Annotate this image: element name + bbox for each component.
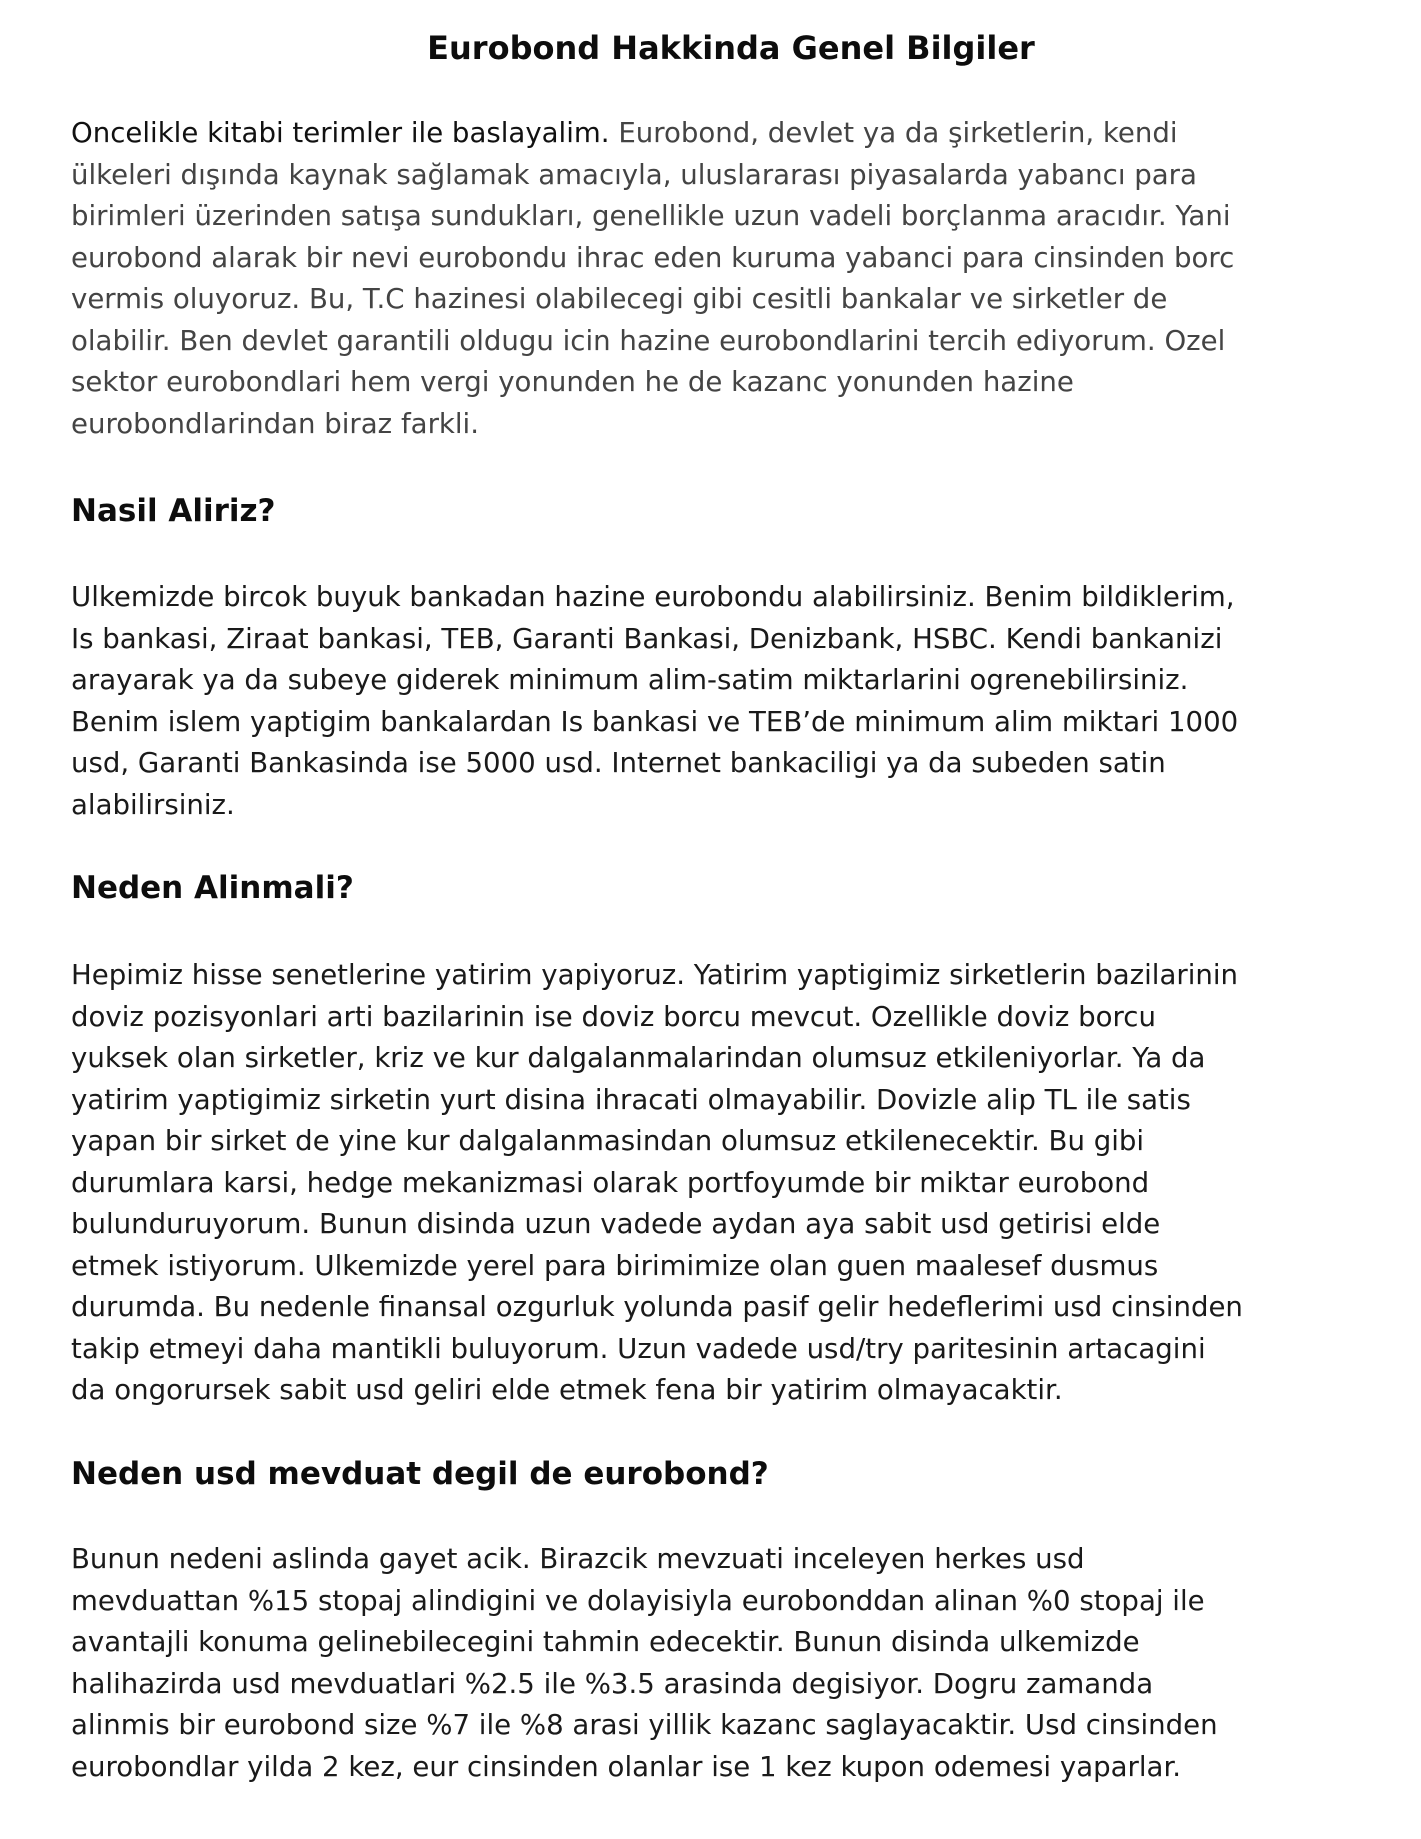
intro-line: olabilir. Ben devlet garantili oldugu icin hazine eurobondlarini tercih ediyorum. Ozel xyxy=(71,323,1226,357)
document-title: Eurobond Hakkinda Genel Bilgiler xyxy=(427,29,1035,67)
paragraph-line: etmek istiyorum. Ulkemizde yerel para birimimize olan guen maalesef dusmus xyxy=(71,1248,1159,1282)
intro-line: ülkeleri dışında kaynak sağlamak amacıyla, uluslararası piyasalarda yabancı para xyxy=(71,157,1197,191)
paragraph-line: bulunduruyorum. Bunun disinda uzun vadede aydan aya sabit usd getirisi elde xyxy=(71,1207,1161,1240)
paragraph-line: mevduattan %15 stopaj alindigini ve dolayisiyla eurobonddan alinan %0 stopaj ile xyxy=(71,1583,1205,1617)
section-heading: Nasil Aliriz? xyxy=(71,493,276,529)
paragraph-line: alabilirsiniz. xyxy=(71,787,235,821)
paragraph-line: durumlara karsi, hedge mekanizmasi olarak portfoyumde bir miktar eurobond xyxy=(71,1165,1150,1199)
paragraph-line: Benim islem yaptigim bankalardan Is bankasi ve TEB’de minimum alim miktari 1000 xyxy=(71,704,1239,738)
paragraph-line: eurobondlar yilda 2 kez, eur cinsinden olanlar ise 1 kez kupon odemesi yaparlar. xyxy=(71,1749,1182,1783)
intro-line: vermis oluyoruz. Bu, T.C hazinesi olabilecegi gibi cesitli bankalar ve sirketler de xyxy=(71,282,1168,315)
intro-line: sektor eurobondlari hem vergi yonunden he de kazanc yonunden hazine xyxy=(71,365,1074,398)
paragraph-line: yatirim yaptigimiz sirketin yurt disina ihracati olmayabilir. Dovizle alip TL ile satis xyxy=(71,1082,1191,1116)
paragraph-line: takip etmeyi daha mantikli buluyorum. Uzun vadede usd/try paritesinin artacagini xyxy=(71,1331,1206,1365)
paragraph-line: avantajli konuma gelinebilecegini tahmin edecektir. Bunun disinda ulkemizde xyxy=(71,1625,1140,1658)
section-paragraph xyxy=(71,576,1401,825)
intro-line: eurobondlarindan biraz farkli. xyxy=(71,406,479,440)
intro-line: eurobond alarak bir nevi eurobondu ihrac eden kuruma yabanci para cinsinden borc xyxy=(71,240,1235,274)
section-heading: Neden usd mevduat degil de eurobond? xyxy=(71,1456,769,1492)
intro-paragraph xyxy=(71,112,1401,444)
paragraph-line: alinmis bir eurobond size %7 ile %8 arasi yillik kazanc saglayacaktir. Usd cinsinden xyxy=(71,1708,1218,1741)
section-paragraph xyxy=(71,1538,1401,1787)
intro-line-text: Eurobond, devlet ya da şirketlerin, kendi xyxy=(609,116,1178,149)
section-paragraph xyxy=(71,954,1401,1411)
intro-line: birimleri üzerinden satışa sundukları, genellikle uzun vadeli borçlanma aracıdır. Yani xyxy=(71,199,1231,232)
paragraph-line: arayarak ya da subeye giderek minimum alim-satim miktarlarini ogrenebilirsiniz. xyxy=(71,663,1189,696)
paragraph-line: doviz pozisyonlari arti bazilarinin ise doviz borcu mevcut. Ozellikle doviz borcu xyxy=(71,999,1156,1033)
paragraph-line: usd, Garanti Bankasinda ise 5000 usd. Internet bankaciligi ya da subeden satin xyxy=(71,746,1166,779)
paragraph-line: yapan bir sirket de yine kur dalgalanmasindan olumsuz etkilenecektir. Bu gibi xyxy=(71,1124,1145,1157)
paragraph-line: durumda. Bu nedenle finansal ozgurluk yolunda pasif gelir hedeflerimi usd cinsinden xyxy=(71,1290,1243,1323)
paragraph-line: Is bankasi, Ziraat bankasi, TEB, Garanti Bankasi, Denizbank, HSBC. Kendi bankanizi xyxy=(71,621,1223,655)
paragraph-line: Bunun nedeni aslinda gayet acik. Birazcik mevzuati inceleyen herkes usd xyxy=(71,1542,1085,1575)
section-heading: Neden Alinmali? xyxy=(71,870,354,906)
intro-line xyxy=(71,112,1401,154)
paragraph-line: da ongorursek sabit usd geliri elde etmek fena bir yatirim olmayacaktir. xyxy=(71,1373,1063,1406)
intro-lead: Oncelikle kitabi terimler ile baslayalim. xyxy=(71,116,610,149)
paragraph-line: Hepimiz hisse senetlerine yatirim yapiyoruz. Yatirim yaptigimiz sirketlerin bazilarinin xyxy=(71,958,1239,991)
paragraph-line: halihazirda usd mevduatlari %2.5 ile %3.5 arasinda degisiyor. Dogru zamanda xyxy=(71,1666,1154,1700)
paragraph-line: yuksek olan sirketler, kriz ve kur dalgalanmalarindan olumsuz etkileniyorlar. Ya da xyxy=(71,1041,1206,1074)
paragraph-line: Ulkemizde bircok buyuk bankadan hazine eurobondu alabilirsiniz. Benim bildiklerim, xyxy=(71,580,1235,613)
